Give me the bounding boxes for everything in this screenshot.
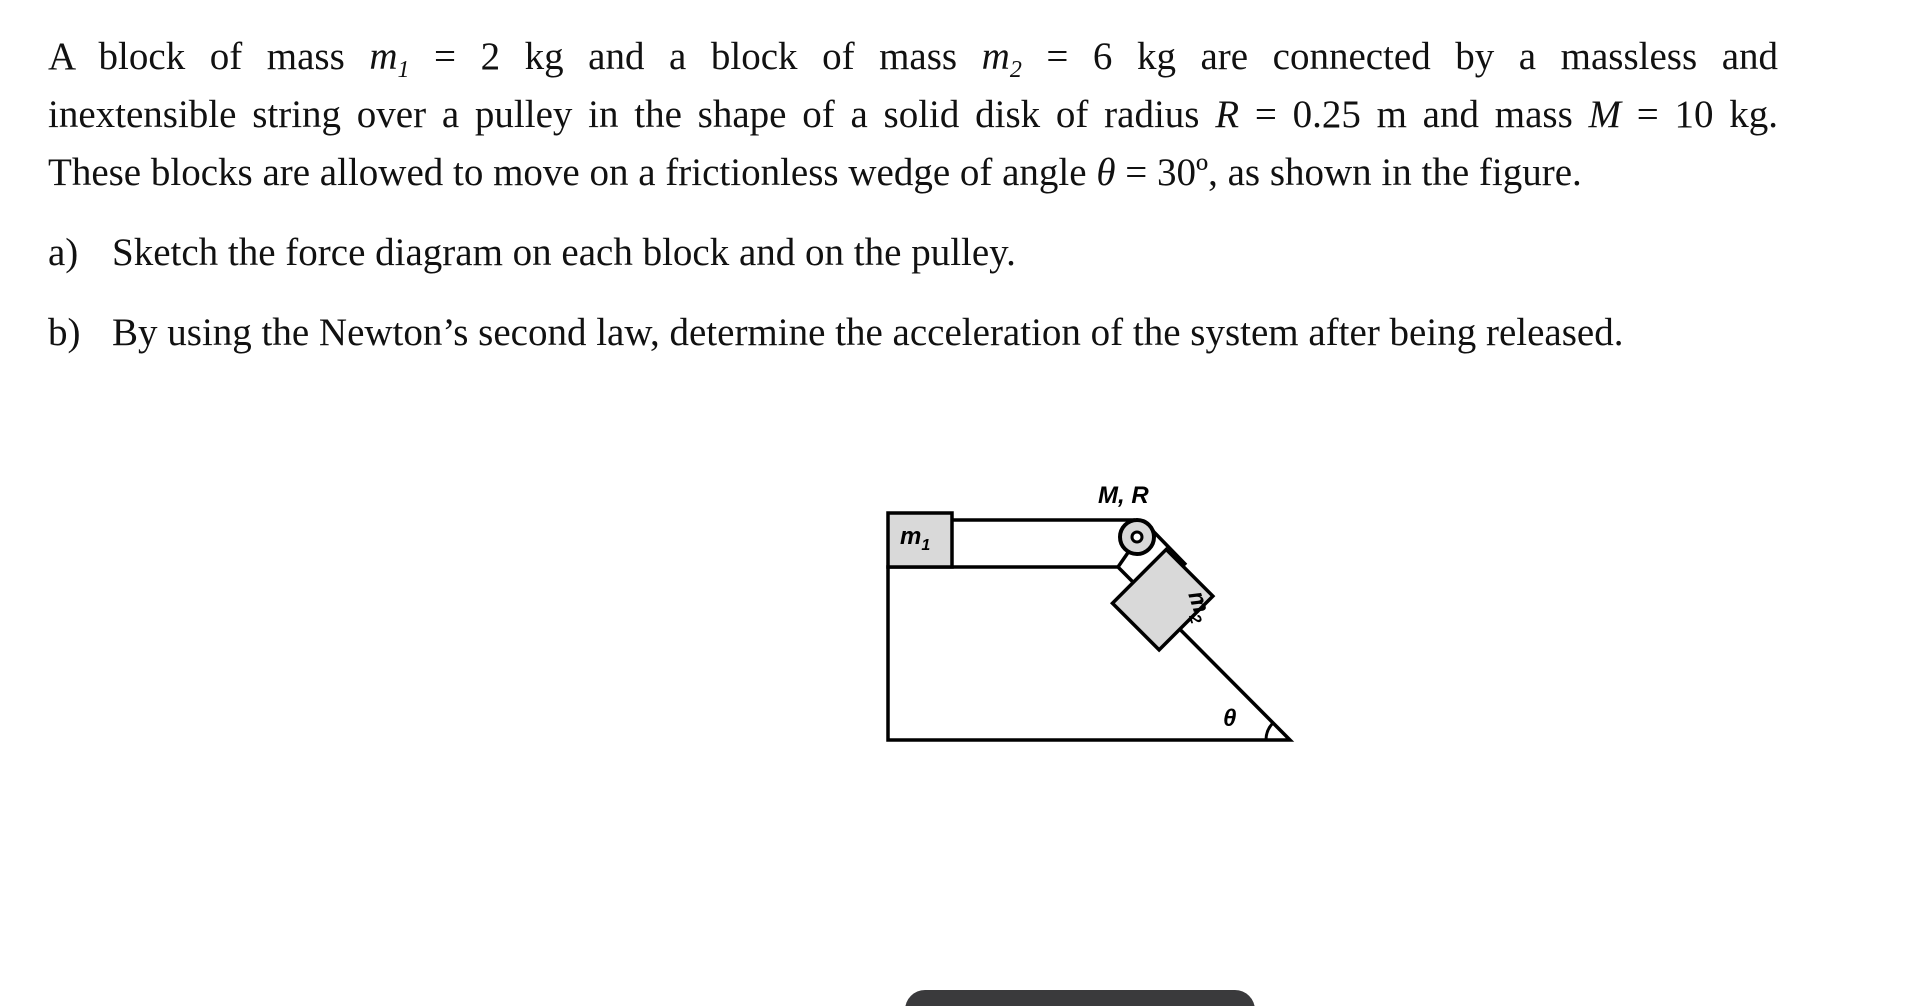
wedge-pulley-figure (880, 475, 1300, 750)
question-a-text: Sketch the force diagram on each block and on the pulley. (112, 231, 1016, 274)
problem-line-2: inextensible string over a pulley in the shape of a solid disk of radius R = 0.25 m and mass M = 10 kg. (48, 93, 1779, 136)
m1-label: $m_1$ (900, 523, 931, 554)
problem-statement (48, 28, 1778, 362)
problem-line-1: A block of mass $m_1 = 2$ kg and a block of mass $m_2 = 6$ kg are connected by a massless and (48, 35, 1778, 83)
pulley-axle (1132, 532, 1142, 542)
angle-arc (1266, 723, 1273, 740)
question-a (48, 224, 1778, 282)
radius-symbol: R (1215, 93, 1240, 136)
m2-label: $m_2$ (1182, 587, 1215, 627)
question-b-marker: b) (48, 311, 81, 354)
mass-symbol: M (1588, 93, 1622, 136)
theta-symbol: θ (1096, 151, 1116, 194)
problem-line-3: These blocks are allowed to move on a frictionless wedge of angle θ = 30º, as shown in the figure. (48, 151, 1582, 194)
problem-paragraph (48, 28, 1778, 202)
angle-label: θ (1223, 705, 1237, 732)
home-indicator[interactable] (905, 990, 1255, 1006)
question-a-marker: a) (48, 231, 79, 274)
question-b (48, 304, 1778, 362)
m1-symbol: $m_1$ (369, 35, 410, 83)
m2-symbol: $m_2$ (981, 35, 1022, 83)
question-b-text: By using the Newton’s second law, determine the acceleration of the system after being released. (112, 311, 1624, 354)
figure-svg (880, 475, 1300, 750)
pulley-label: M, R (1098, 482, 1149, 509)
